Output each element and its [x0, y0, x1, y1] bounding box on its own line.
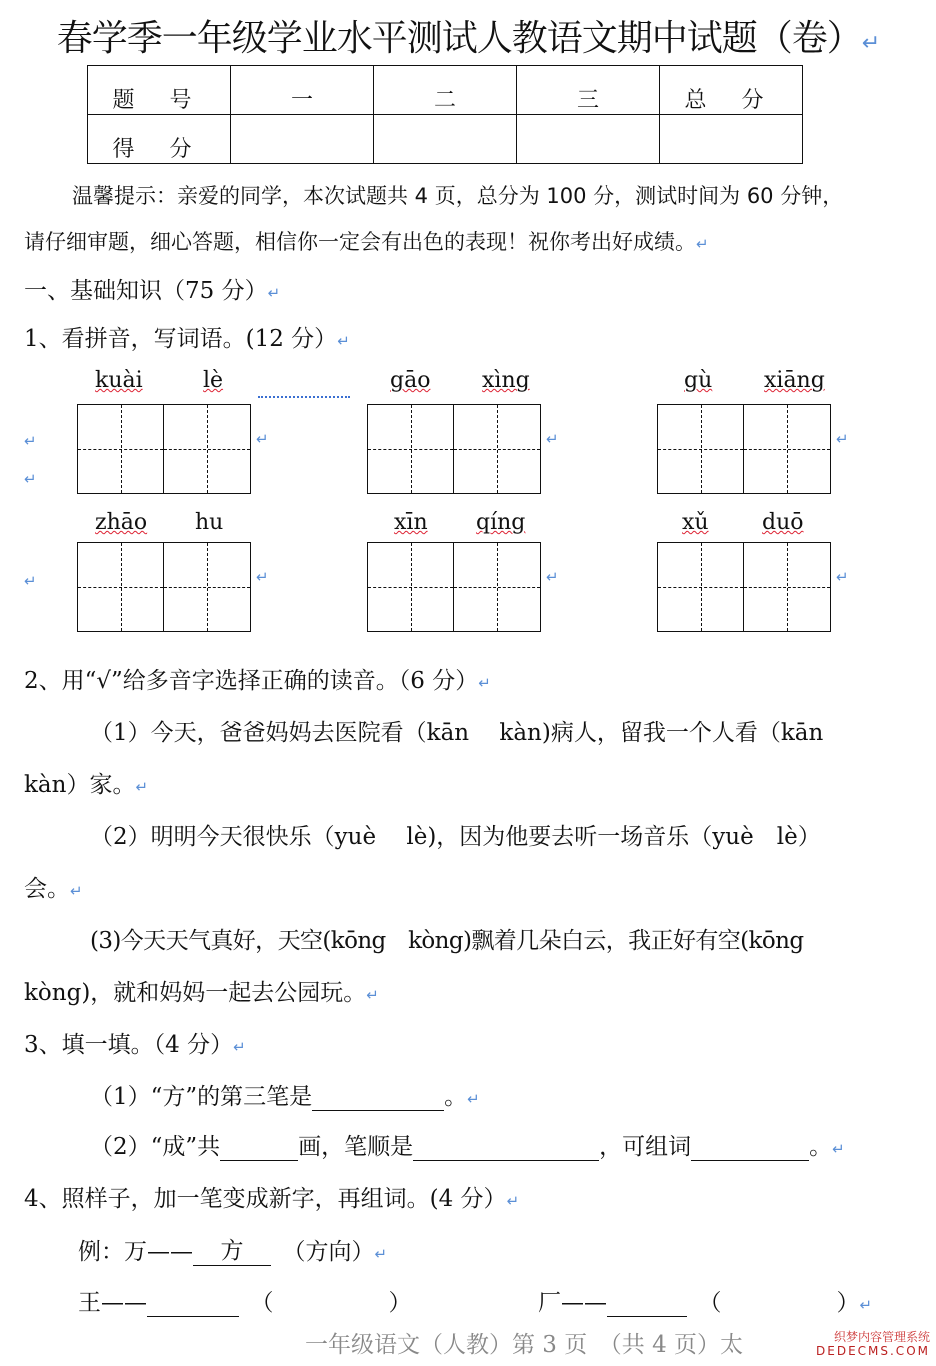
question-4-example: 例：万—— 方 （方向）↵	[78, 1232, 387, 1266]
answer-blank[interactable]	[220, 1136, 298, 1161]
return-mark-icon: ↵	[374, 1245, 388, 1263]
return-mark-icon: ↵	[233, 1038, 246, 1056]
answer-blank[interactable]	[312, 1086, 444, 1111]
return-mark-icon: ↵	[696, 235, 709, 253]
pinyin-label: duō	[762, 510, 804, 535]
score-input-cell[interactable]	[660, 115, 803, 164]
return-mark-icon: ↵	[267, 284, 281, 302]
tip-line-1: 温馨提示：亲爱的同学，本次试题共 4 页，总分为 100 分，测试时间为 60 分钟，	[72, 184, 844, 208]
return-mark-icon: ↵	[70, 882, 83, 900]
watermark-logo: 织梦内容管理系统 DEDECMS.COM	[816, 1330, 930, 1358]
grid-cell[interactable]	[164, 543, 250, 631]
score-header-cell: 一	[231, 66, 374, 115]
title-text: 春学季一年级学业水平测试人教语文期中试题（卷）	[56, 18, 862, 59]
pinyin-label: xǔ	[682, 510, 709, 535]
return-mark-icon: ↵	[832, 1140, 845, 1158]
score-header-cell: 总 分	[660, 66, 803, 115]
return-mark-icon: ↵	[24, 572, 37, 590]
writing-grid[interactable]	[657, 404, 831, 494]
score-table	[87, 65, 803, 164]
score-table-score-row	[88, 115, 803, 164]
page-footer: 一年级语文（人教）第 3 页 （共 4 页）太	[305, 1332, 744, 1358]
return-mark-icon: ↵	[24, 432, 37, 450]
grid-cell[interactable]	[658, 543, 744, 631]
return-mark-icon: ↵	[859, 1296, 873, 1314]
pinyin-label: xìng	[482, 368, 530, 393]
grid-cell[interactable]	[164, 405, 250, 493]
return-mark-icon: ↵	[467, 1090, 480, 1108]
return-mark-icon: ↵	[478, 674, 491, 692]
return-mark-icon: ↵	[366, 986, 379, 1004]
question-2-heading: 2、用“√”给多音字选择正确的读音。（6 分）↵	[24, 668, 491, 694]
score-input-cell[interactable]	[231, 115, 374, 164]
return-mark-icon: ↵	[24, 470, 37, 488]
question-3-item: （2）“成”共 画，笔顺是 ，可组词 。↵	[90, 1134, 845, 1160]
score-table-header-row	[88, 66, 803, 115]
question-2-sentence: kàn）家。↵	[24, 772, 149, 798]
grid-cell[interactable]	[78, 543, 164, 631]
score-header-cell: 三	[517, 66, 660, 115]
grid-cell[interactable]	[368, 543, 454, 631]
question-4-heading: 4、照样子，加一笔变成新字，再组词。(4 分）↵	[24, 1186, 520, 1212]
example-answer: 方	[193, 1232, 271, 1266]
question-1-heading: 1、看拼音，写词语。(12 分）↵	[24, 326, 350, 352]
pinyin-label: xīn	[394, 510, 428, 535]
score-input-cell[interactable]	[517, 115, 660, 164]
return-mark-icon: ↵	[836, 568, 849, 586]
writing-grid[interactable]	[657, 542, 831, 632]
grid-cell[interactable]	[454, 405, 540, 493]
return-mark-icon: ↵	[546, 430, 559, 448]
score-row-label: 得 分	[88, 115, 231, 164]
score-header-cell: 题 号	[88, 66, 231, 115]
grid-cell[interactable]	[368, 405, 454, 493]
grid-cell[interactable]	[454, 543, 540, 631]
question-2-sentence: (3)今天天气真好，天空(kōng kòng)飘着几朵白云，我正好有空(kōng	[90, 928, 804, 954]
section-heading: 一、基础知识（75 分）↵	[24, 278, 281, 304]
blue-wavy-mark	[258, 386, 350, 398]
writing-grid[interactable]	[367, 542, 541, 632]
pinyin-label: qíng	[476, 510, 526, 535]
return-mark-icon: ↵	[256, 430, 269, 448]
score-input-cell[interactable]	[374, 115, 517, 164]
question-2-sentence: （1）今天，爸爸妈妈去医院看（kān kàn)病人，留我一个人看（kān	[90, 720, 824, 746]
page-title	[0, 10, 936, 61]
pinyin-label: hu	[195, 510, 224, 535]
pinyin-label: xiāng	[764, 368, 825, 393]
return-mark-icon: ↵	[861, 31, 880, 56]
question-2-sentence: （2）明明今天很快乐（yuè lè)，因为他要去听一场音乐（yuè lè）	[90, 824, 821, 850]
question-4-item: 王—— （ ）	[78, 1290, 412, 1316]
question-4-item: 厂—— （ ）↵	[538, 1290, 873, 1316]
tip-line-2: 请仔细审题，细心答题，相信你一定会有出色的表现！祝你考出好成绩。↵	[24, 230, 709, 254]
writing-grid[interactable]	[77, 542, 251, 632]
question-2-sentence: kòng)，就和妈妈一起去公园玩。↵	[24, 980, 379, 1006]
return-mark-icon: ↵	[836, 430, 849, 448]
grid-cell[interactable]	[744, 543, 830, 631]
pinyin-label: gù	[684, 368, 713, 393]
pinyin-label: lè	[203, 368, 224, 393]
return-mark-icon: ↵	[506, 1192, 520, 1210]
score-header-cell: 二	[374, 66, 517, 115]
question-3-item: （1）“方”的第三笔是 。↵	[90, 1084, 480, 1110]
return-mark-icon: ↵	[256, 568, 269, 586]
return-mark-icon: ↵	[135, 778, 149, 796]
answer-blank[interactable]	[607, 1292, 687, 1317]
answer-blank[interactable]	[413, 1136, 599, 1161]
writing-grid[interactable]	[77, 404, 251, 494]
pinyin-label: zhāo	[95, 510, 148, 535]
answer-blank[interactable]	[691, 1136, 809, 1161]
grid-cell[interactable]	[658, 405, 744, 493]
return-mark-icon: ↵	[546, 568, 559, 586]
grid-cell[interactable]	[78, 405, 164, 493]
question-2-sentence: 会。↵	[24, 876, 83, 902]
answer-blank[interactable]	[147, 1292, 239, 1317]
pinyin-label: gāo	[390, 368, 431, 393]
question-3-heading: 3、填一填。（4 分）↵	[24, 1032, 246, 1058]
writing-grid[interactable]	[367, 404, 541, 494]
pinyin-label: kuài	[95, 368, 143, 393]
grid-cell[interactable]	[744, 405, 830, 493]
return-mark-icon: ↵	[337, 332, 350, 350]
